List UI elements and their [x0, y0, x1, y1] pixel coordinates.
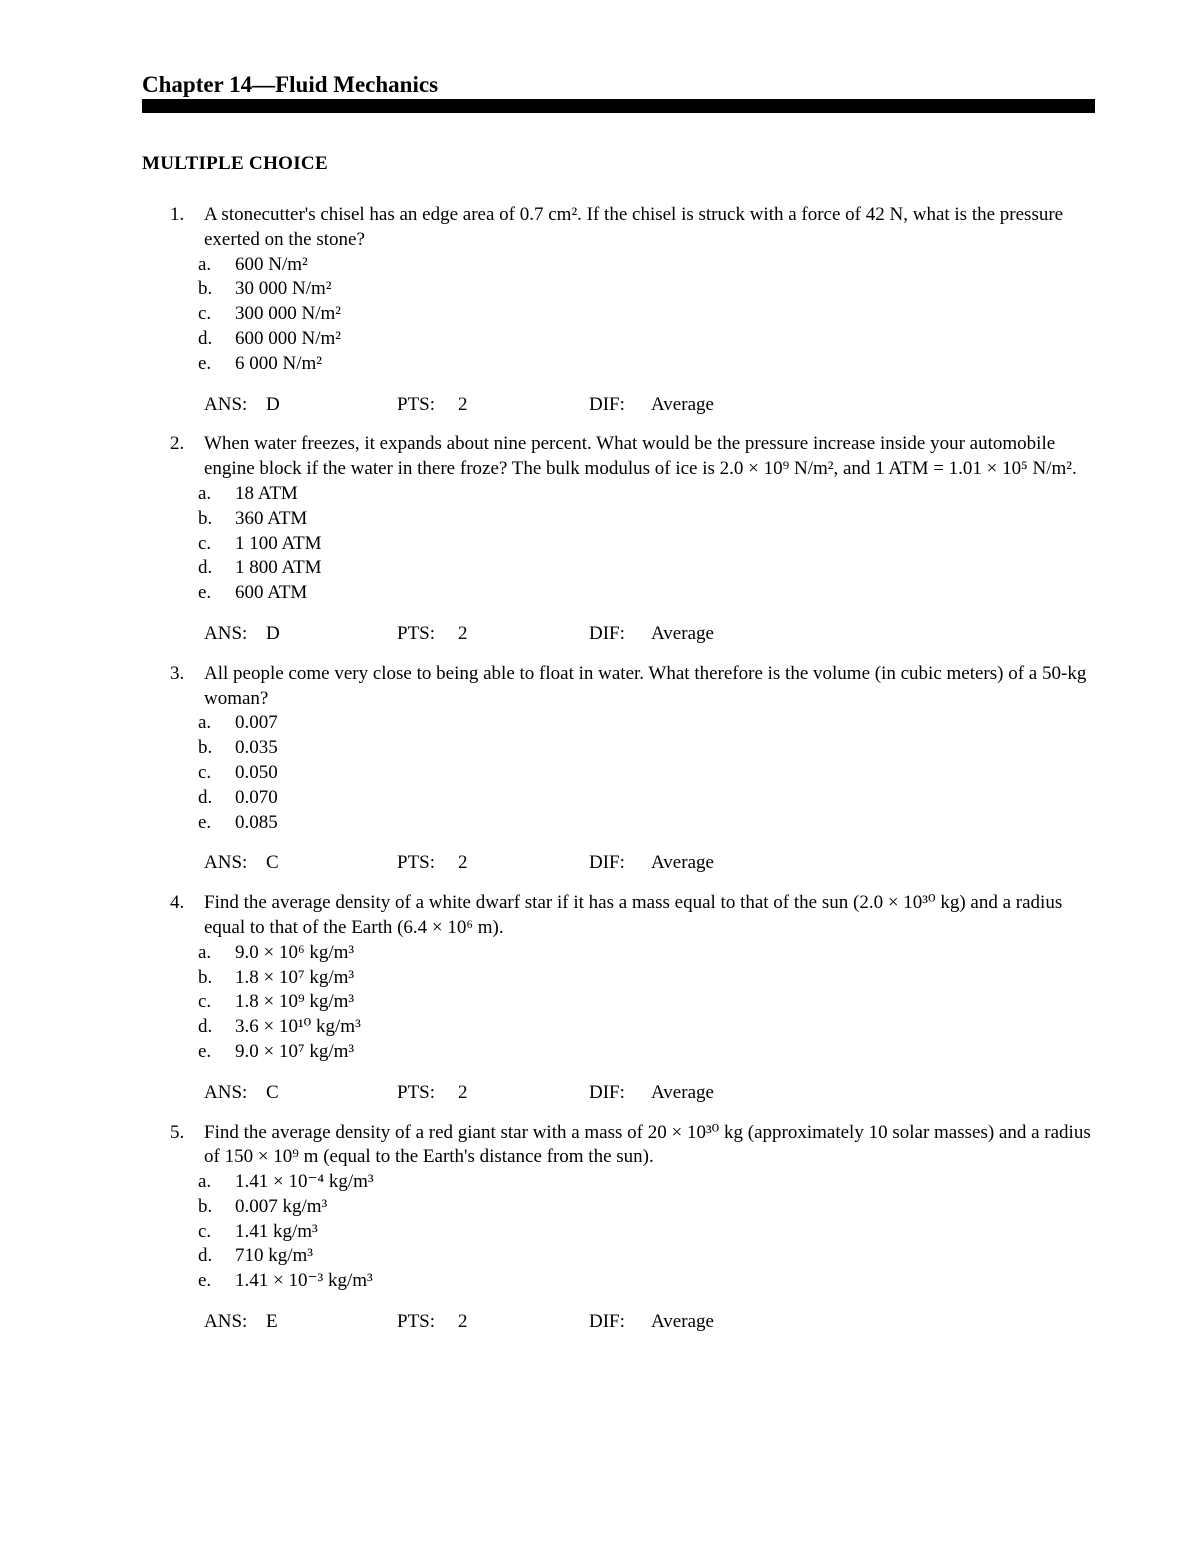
- choice-text: 1.41 × 10⁻³ kg/m³: [235, 1270, 373, 1292]
- choice-text: 1.8 × 10⁹ kg/m³: [235, 991, 355, 1013]
- choice-letter: e.: [198, 582, 212, 604]
- dif-label: DIF:: [589, 852, 625, 874]
- question-stem: When water freezes, it expands about nine percent. What would be the pressure increase inside your automobile engine block if the water in there froze? The bulk modulus of ice is 2.0 × 10⁹ N/m², and 1 ATM = 1.01 × 10⁵ N/m².: [204, 433, 1077, 480]
- choice-item: [198, 786, 1092, 811]
- choice-letter: e.: [198, 1040, 212, 1062]
- choice-text: 1.8 × 10⁷ kg/m³: [235, 966, 355, 988]
- choice-letter: c.: [198, 303, 212, 325]
- choice-item: [198, 532, 1092, 557]
- choice-list: [198, 482, 1092, 606]
- choice-item: [198, 1269, 1092, 1294]
- pts-label: PTS:: [397, 1311, 436, 1333]
- choice-text: 600 N/m²: [235, 253, 308, 275]
- choice-item: [198, 1220, 1092, 1245]
- choice-text: 9.0 × 10⁶ kg/m³: [235, 941, 355, 963]
- choice-letter: b.: [198, 278, 213, 300]
- choice-letter: d.: [198, 327, 213, 349]
- choice-text: 1.41 × 10⁻⁴ kg/m³: [235, 1171, 374, 1193]
- choice-letter: a.: [198, 482, 212, 504]
- choice-letter: c.: [198, 761, 212, 783]
- choice-letter: d.: [198, 786, 213, 808]
- choice-letter: b.: [198, 507, 213, 529]
- choice-item: [198, 736, 1092, 761]
- pts-label: PTS:: [397, 393, 436, 415]
- dif-value: Average: [651, 622, 714, 644]
- choice-text: 1.41 kg/m³: [235, 1220, 318, 1242]
- choice-text: 30 000 N/m²: [235, 278, 332, 300]
- answer-line: [204, 393, 1092, 418]
- pts-value: 2: [458, 622, 468, 644]
- choice-letter: d.: [198, 1245, 213, 1267]
- choice-item: [198, 941, 1092, 966]
- pts-label: PTS:: [397, 622, 436, 644]
- ans-value: D: [266, 622, 280, 644]
- question-number: 4.: [170, 892, 185, 914]
- choice-letter: a.: [198, 1171, 212, 1193]
- choice-letter: b.: [198, 737, 213, 759]
- choice-letter: a.: [198, 253, 212, 275]
- question-stem: A stonecutter's chisel has an edge area of 0.7 cm². If the chisel is struck with a force of 42 N, what is the pressure exerted on the stone?: [204, 204, 1064, 250]
- question-list: [142, 203, 1092, 1350]
- choice-item: [198, 253, 1092, 278]
- choice-item: [198, 352, 1092, 377]
- dif-value: Average: [651, 852, 714, 874]
- choice-item: [198, 1040, 1092, 1065]
- choice-text: 710 kg/m³: [235, 1245, 314, 1267]
- choice-letter: e.: [198, 811, 212, 833]
- answer-line: [204, 1310, 1092, 1335]
- choice-text: 0.050: [235, 761, 278, 783]
- choice-item: [198, 302, 1092, 327]
- choice-text: 0.035: [235, 737, 278, 759]
- choice-text: 1 100 ATM: [235, 532, 322, 554]
- choice-list: [198, 253, 1092, 377]
- ans-label: ANS:: [204, 1311, 248, 1333]
- choice-text: 0.007 kg/m³: [235, 1195, 328, 1217]
- choice-item: [198, 966, 1092, 991]
- choice-letter: a.: [198, 941, 212, 963]
- choice-letter: c.: [198, 1220, 212, 1242]
- section-heading: MULTIPLE CHOICE: [142, 153, 328, 174]
- pts-label: PTS:: [397, 1081, 436, 1103]
- chapter-title: Chapter 14—Fluid Mechanics: [142, 72, 439, 97]
- choice-text: 0.070: [235, 786, 278, 808]
- question-item: [142, 432, 1092, 646]
- question-item: [142, 203, 1092, 417]
- question-item: [142, 891, 1092, 1105]
- ans-value: E: [266, 1311, 278, 1333]
- choice-letter: e.: [198, 1270, 212, 1292]
- question-item: [142, 662, 1092, 876]
- ans-value: D: [266, 393, 280, 415]
- dif-label: DIF:: [589, 622, 625, 644]
- choice-item: [198, 327, 1092, 352]
- title-rule: [142, 99, 1095, 113]
- choice-list: [198, 941, 1092, 1065]
- question-number: 5.: [170, 1121, 185, 1143]
- choice-text: 3.6 × 10¹⁰ kg/m³: [235, 1016, 361, 1038]
- ans-label: ANS:: [204, 393, 248, 415]
- choice-item: [198, 277, 1092, 302]
- choice-text: 300 000 N/m²: [235, 303, 341, 325]
- choice-letter: d.: [198, 1016, 213, 1038]
- choice-item: [198, 811, 1092, 836]
- dif-label: DIF:: [589, 1081, 625, 1103]
- question-stem: Find the average density of a red giant star with a mass of 20 × 10³⁰ kg (approximately 10 solar masses) and a radius of 150 × 10⁹ m (equal to the Earth's distance from the sun).: [204, 1121, 1091, 1168]
- dif-value: Average: [651, 1081, 714, 1103]
- choice-letter: c.: [198, 532, 212, 554]
- answer-line: [204, 622, 1092, 647]
- question-item: [142, 1121, 1092, 1335]
- pts-value: 2: [458, 393, 468, 415]
- ans-value: C: [266, 1081, 279, 1103]
- choice-text: 9.0 × 10⁷ kg/m³: [235, 1040, 355, 1062]
- choice-item: [198, 990, 1092, 1015]
- pts-label: PTS:: [397, 852, 436, 874]
- choice-letter: e.: [198, 352, 212, 374]
- choice-text: 600 000 N/m²: [235, 327, 341, 349]
- question-stem: All people come very close to being able to float in water. What therefore is the volume (in cubic meters) of a 50-kg woman?: [204, 662, 1087, 709]
- answer-line: [204, 1081, 1092, 1106]
- choice-item: [198, 556, 1092, 581]
- choice-item: [198, 1195, 1092, 1220]
- choice-text: 600 ATM: [235, 582, 308, 604]
- question-stem: Find the average density of a white dwarf star if it has a mass equal to that of the sun (2.0 × 10³⁰ kg) and a radius equal to that of the Earth (6.4 × 10⁶ m).: [204, 892, 1063, 938]
- choice-item: [198, 581, 1092, 606]
- dif-value: Average: [651, 393, 714, 415]
- choice-letter: d.: [198, 557, 213, 579]
- choice-text: 18 ATM: [235, 482, 298, 504]
- pts-value: 2: [458, 852, 468, 874]
- choice-item: [198, 1170, 1092, 1195]
- choice-item: [198, 761, 1092, 786]
- ans-label: ANS:: [204, 852, 248, 874]
- choice-text: 360 ATM: [235, 507, 308, 529]
- question-number: 1.: [170, 204, 185, 225]
- ans-label: ANS:: [204, 1081, 248, 1103]
- choice-text: 0.007: [235, 712, 278, 734]
- choice-list: [198, 711, 1092, 835]
- choice-item: [198, 482, 1092, 507]
- dif-label: DIF:: [589, 1311, 625, 1333]
- ans-label: ANS:: [204, 622, 248, 644]
- question-number: 2.: [170, 433, 185, 455]
- answer-line: [204, 851, 1092, 876]
- pts-value: 2: [458, 1081, 468, 1103]
- dif-value: Average: [651, 1311, 714, 1333]
- choice-letter: b.: [198, 1195, 213, 1217]
- choice-item: [198, 1244, 1092, 1269]
- choice-letter: b.: [198, 966, 213, 988]
- choice-text: 1 800 ATM: [235, 557, 322, 579]
- choice-item: [198, 711, 1092, 736]
- ans-value: C: [266, 852, 279, 874]
- choice-letter: a.: [198, 712, 212, 734]
- choice-item: [198, 1015, 1092, 1040]
- choice-letter: c.: [198, 991, 212, 1013]
- dif-label: DIF:: [589, 393, 625, 415]
- choice-text: 0.085: [235, 811, 278, 833]
- choice-list: [198, 1170, 1092, 1294]
- choice-item: [198, 507, 1092, 532]
- pts-value: 2: [458, 1311, 468, 1333]
- choice-text: 6 000 N/m²: [235, 352, 322, 374]
- question-number: 3.: [170, 662, 185, 684]
